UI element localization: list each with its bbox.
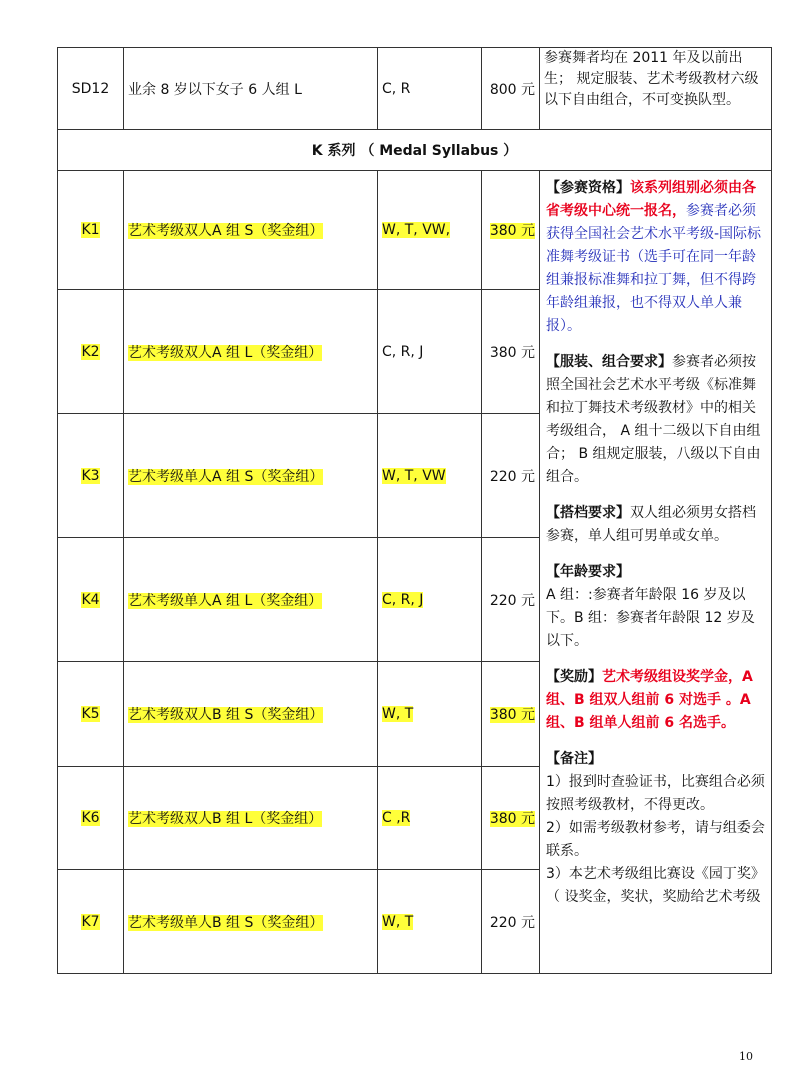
award-text: 艺术考级组设奖学金，A 组、B 组双人组前 6 对选手 。A 组、B 组单人组前 6 名选手。: [546, 669, 753, 731]
event-code: K1: [81, 222, 100, 238]
event-fee: 380 元: [489, 223, 535, 239]
section-title: K 系列 （ Medal Syllabus ）: [58, 130, 772, 171]
event-dances: W, T: [382, 913, 414, 930]
event-name: 艺术考级单人A 组 L（奖金组）: [128, 592, 323, 609]
costume-text: 参赛者必须按照全国社会艺术水平考级《标准舞和拉丁舞技术考级教材》中的相关考级组合， A 组十二级以下自由组合； B 组规定服装，八级以下自由组合。: [546, 354, 761, 485]
table-row: [58, 171, 772, 290]
event-fee: 380 元: [489, 811, 535, 827]
event-name: 艺术考级双人A 组 S（奖金组）: [128, 223, 324, 239]
event-dances: W, T, VW,: [382, 222, 451, 238]
event-fee: 380 元: [489, 707, 535, 723]
competition-table: [57, 47, 772, 974]
age-label: 【年龄要求】: [546, 564, 630, 580]
event-code: K5: [81, 706, 100, 722]
event-fee: 220 元: [489, 468, 535, 485]
event-name: 艺术考级双人B 组 S（奖金组）: [128, 707, 324, 723]
event-name: 艺术考级双人B 组 L（奖金组）: [128, 811, 323, 827]
remark-2: 2）如需考级教材参考，请与组委会联系。: [546, 820, 765, 859]
event-code: SD12: [58, 48, 124, 130]
event-name: 艺术考级单人A 组 S（奖金组）: [128, 468, 324, 485]
qualification-label: 【参赛资格】: [546, 180, 630, 196]
remark-3: 3）本艺术考级组比赛设《园丁奖》（ 设奖金，奖状，奖励给艺术考级: [546, 866, 765, 905]
event-code: K7: [81, 913, 100, 930]
qualification-red-text: 该系列组别必须由各省考级中心统一报名，: [546, 180, 756, 219]
event-dances: W, T: [382, 706, 414, 722]
event-dances: W, T, VW: [382, 467, 446, 484]
event-name: 艺术考级双人A 组 L（奖金组）: [128, 344, 323, 361]
partner-label: 【搭档要求】: [546, 505, 630, 521]
event-note: 参赛舞者均在 2011 年及以前出生； 规定服装、艺术考级教材六级以下自由组合，不可变换队型。: [540, 48, 772, 130]
event-fee: 220 元: [489, 914, 535, 931]
event-name: 艺术考级单人B 组 S（奖金组）: [128, 914, 324, 931]
age-text: A 组：:参赛者年龄限 16 岁及以下。B 组：参赛者年龄限 12 岁及以下。: [546, 587, 755, 649]
costume-label: 【服装、组合要求】: [546, 354, 672, 370]
event-fee: 220 元: [489, 592, 535, 609]
section-row: [58, 130, 772, 171]
event-fee: 800 元: [482, 48, 540, 130]
event-code: K4: [81, 591, 100, 608]
k-series-notes: [540, 171, 772, 974]
award-label: 【奖励】: [546, 669, 602, 685]
age-note: [546, 561, 767, 653]
event-code: K3: [81, 467, 100, 484]
event-fee: 380 元: [489, 344, 535, 361]
award-note: [546, 666, 767, 735]
qualification-note: [546, 177, 767, 338]
remark-1: 1）报到时查验证书，比赛组合必须按照考级教材，不得更改。: [546, 774, 765, 813]
event-name: 业余 8 岁以下女子 6 人组 L: [124, 48, 378, 130]
remark-note: [546, 748, 767, 909]
table-row-sd12: [58, 48, 772, 130]
event-dances: C, R, J: [382, 343, 424, 360]
event-dances: C ,R: [382, 810, 411, 826]
event-code: K2: [81, 343, 100, 360]
page-number: 10: [739, 1050, 753, 1063]
event-dances: C, R: [378, 48, 482, 130]
remark-label: 【备注】: [546, 751, 602, 767]
partner-text: 双人组必须男女搭档参赛，单人组可男单或女单。: [546, 505, 756, 544]
partner-note: [546, 502, 767, 548]
event-code: K6: [81, 810, 100, 826]
costume-note: [546, 351, 767, 489]
qualification-blue-text: 参赛者必须获得全国社会艺术水平考级-国际标准舞考级证书（选手可在同一年龄组兼报标准舞和拉丁舞，但不得跨年龄组兼报，也不得双人单人兼报）。: [546, 203, 762, 334]
event-dances: C, R, J: [382, 591, 424, 608]
